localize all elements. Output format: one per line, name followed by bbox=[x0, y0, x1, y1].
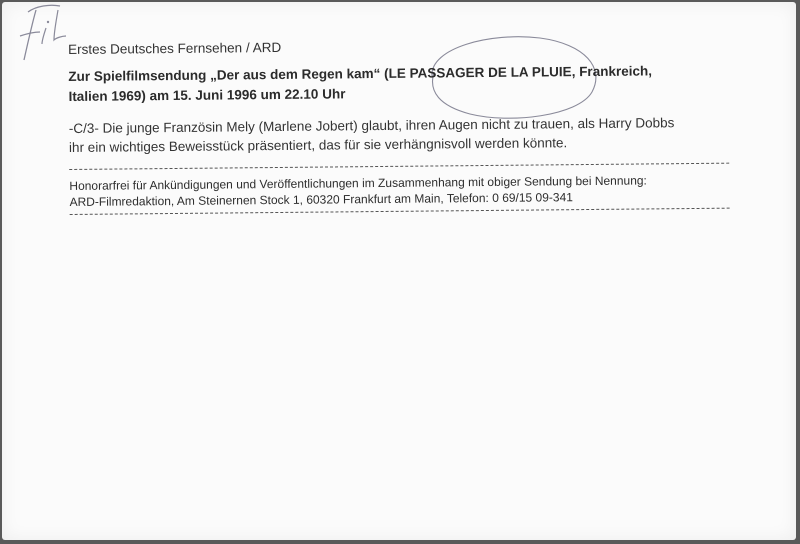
synopsis-line-2: ihr ein wichtiges Beweisstück präsentiert, das für sie verhängnisvoll werden könnte. bbox=[68, 135, 568, 155]
credit-line-1: Honorarfrei für Ankündigungen und Veröffentlichungen im Zusammenhang mit obiger Sendung bei Nennung: bbox=[69, 173, 647, 193]
photo-back-sheet bbox=[2, 2, 796, 540]
film-headline bbox=[68, 61, 728, 107]
caption-text-block bbox=[68, 36, 730, 215]
broadcaster-line: Erstes Deutsches Fernsehen / ARD bbox=[68, 39, 282, 57]
copyright-notice bbox=[69, 164, 729, 214]
synopsis-line-1: -C/3- Die junge Französin Mely (Marlene Jobert) glaubt, ihren Augen nicht zu trauen, als Harry Dobbs bbox=[68, 115, 675, 136]
credit-line-2: ARD-Filmredaktion, Am Steinernen Stock 1, 60320 Frankfurt am Main, Telefon: 0 69/15 09-341 bbox=[69, 190, 573, 209]
headline-line-1: Zur Spielfilmsendung „Der aus dem Regen kam“ (LE PASSAGER DE LA PLUIE, Frankreich, bbox=[68, 63, 653, 84]
headline-line-2: Italien 1969) am 15. Juni 1996 um 22.10 Uhr bbox=[68, 86, 346, 104]
film-synopsis bbox=[69, 113, 729, 157]
